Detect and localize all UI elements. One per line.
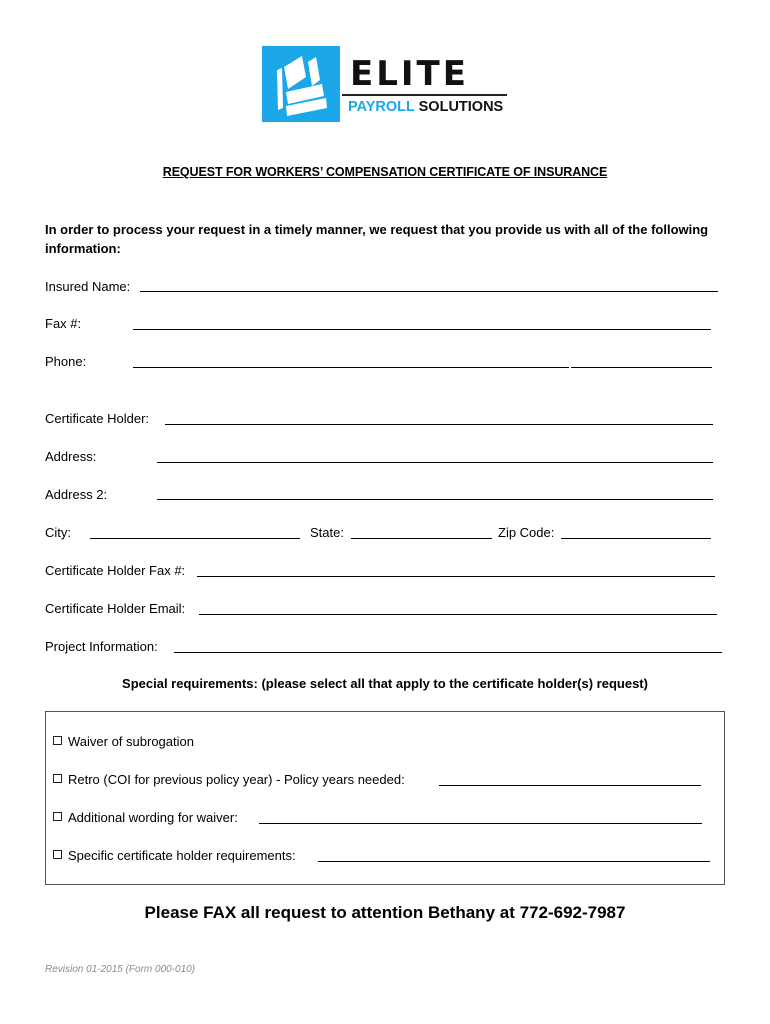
holder-fax-field[interactable] bbox=[197, 576, 715, 577]
intro-text: In order to process your request in a timely manner, we request that you provide us with all of the following information: bbox=[45, 222, 709, 256]
holder-email-field[interactable] bbox=[199, 614, 717, 615]
logo-brand-text: ELITE bbox=[350, 54, 469, 94]
special-requirements-heading: Special requirements: (please select all that apply to the certificate holder(s) request) bbox=[122, 676, 648, 691]
certificate-holder-label: Certificate Holder: bbox=[45, 411, 150, 426]
fax-label: Fax #: bbox=[45, 316, 82, 331]
revision-note: Revision 01-2015 (Form 000-010) bbox=[45, 964, 196, 975]
address2-field[interactable] bbox=[157, 499, 713, 500]
logo-divider bbox=[342, 94, 507, 96]
elite-logo-icon bbox=[262, 46, 340, 122]
holder-email-label: Certificate Holder Email: bbox=[45, 601, 186, 616]
wording-label: Additional wording for waiver: bbox=[68, 810, 238, 825]
city-label: City: bbox=[45, 525, 71, 540]
retro-label: Retro (COI for previous policy year) - Policy years needed: bbox=[68, 772, 405, 787]
logo-tagline-payroll: PAYROLL bbox=[348, 99, 415, 115]
specific-label: Specific certificate holder requirements: bbox=[68, 848, 296, 863]
specific-field[interactable] bbox=[318, 861, 710, 862]
state-label: State: bbox=[310, 525, 344, 540]
waiver-checkbox[interactable] bbox=[53, 736, 62, 745]
specific-option[interactable] bbox=[53, 848, 296, 864]
phone-field[interactable] bbox=[133, 367, 569, 368]
holder-fax-label: Certificate Holder Fax #: bbox=[45, 563, 186, 578]
wording-option[interactable] bbox=[53, 810, 238, 826]
logo-mark bbox=[262, 46, 340, 122]
address2-label: Address 2: bbox=[45, 487, 108, 502]
wording-field[interactable] bbox=[259, 823, 702, 824]
phone-field-extension[interactable] bbox=[571, 367, 712, 368]
fax-field[interactable] bbox=[133, 329, 711, 330]
waiver-label: Waiver of subrogation bbox=[68, 734, 194, 749]
address-label: Address: bbox=[45, 449, 97, 464]
zip-label: Zip Code: bbox=[498, 525, 555, 540]
phone-label: Phone: bbox=[45, 354, 87, 369]
certificate-holder-field[interactable] bbox=[165, 424, 713, 425]
form-title: REQUEST FOR WORKERS’ COMPENSATION CERTIFICATE OF INSURANCE bbox=[162, 165, 608, 179]
project-info-field[interactable] bbox=[174, 652, 722, 653]
retro-years-field[interactable] bbox=[439, 785, 701, 786]
insured-name-field[interactable] bbox=[140, 291, 718, 292]
wording-checkbox[interactable] bbox=[53, 812, 62, 821]
logo-tagline bbox=[348, 98, 503, 116]
address-field[interactable] bbox=[157, 462, 713, 463]
zip-field[interactable] bbox=[561, 538, 711, 539]
fax-note: Please FAX all request to attention Bethany at 772-692-7987 bbox=[144, 903, 626, 922]
city-field[interactable] bbox=[90, 538, 300, 539]
logo-tagline-solutions: SOLUTIONS bbox=[418, 99, 504, 115]
project-info-label: Project Information: bbox=[45, 639, 158, 654]
waiver-option[interactable] bbox=[53, 734, 194, 750]
retro-checkbox[interactable] bbox=[53, 774, 62, 783]
retro-option[interactable] bbox=[53, 772, 405, 788]
specific-checkbox[interactable] bbox=[53, 850, 62, 859]
state-field[interactable] bbox=[351, 538, 492, 539]
insured-name-label: Insured Name: bbox=[45, 279, 131, 294]
